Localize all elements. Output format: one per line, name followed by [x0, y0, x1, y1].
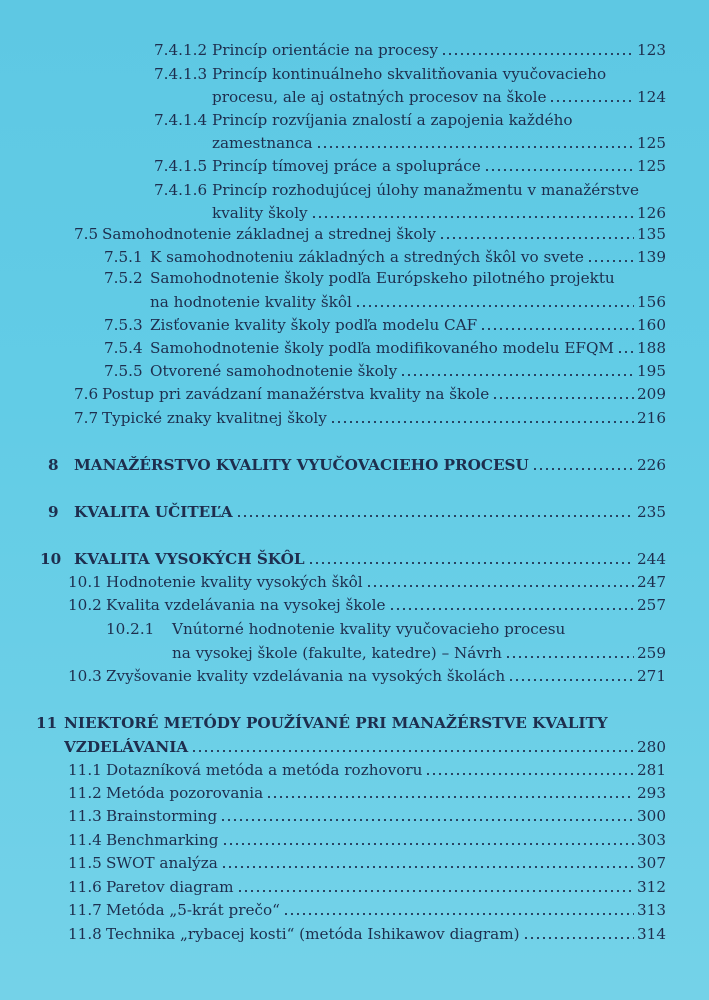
- dot-leader: [532, 455, 634, 471]
- toc-entry[interactable]: [0, 595, 709, 615]
- chapter-number: 9: [48, 503, 59, 521]
- chapter-title-continued: VZDELÁVANIA: [64, 738, 189, 756]
- toc-entry[interactable]: [0, 224, 709, 244]
- dot-leader: [505, 643, 634, 659]
- dot-leader: [311, 203, 634, 219]
- entry-title: Samohodnotenie školy podľa modifikovaného modelu EFQM: [150, 339, 614, 357]
- entry-number: 7.5: [74, 225, 99, 243]
- entry-leader-line: [102, 384, 666, 404]
- entry-title: Zisťovanie kvality školy podľa modelu CAF: [150, 316, 478, 334]
- toc-entry[interactable]: [0, 110, 709, 154]
- toc-entry[interactable]: [0, 180, 709, 224]
- toc-entry[interactable]: [0, 64, 709, 108]
- dot-leader: [237, 877, 634, 893]
- toc-entry[interactable]: [0, 315, 709, 335]
- entry-title: Samohodnotenie základnej a strednej školy: [102, 225, 436, 243]
- toc-entry[interactable]: [0, 156, 709, 176]
- page-number: 160: [637, 316, 666, 334]
- entry-title: Brainstorming: [106, 807, 218, 825]
- page-number: 188: [637, 339, 666, 357]
- page-number: 300: [637, 807, 666, 825]
- entry-title: Benchmarking: [106, 831, 219, 849]
- entry-number: 10.1: [68, 573, 102, 591]
- dot-leader: [221, 853, 634, 869]
- toc-entry[interactable]: [0, 40, 709, 60]
- entry-title: Princíp rozvíjania znalostí a zapojenia každého: [212, 111, 573, 129]
- page-number: 293: [637, 784, 666, 802]
- entry-title: Princíp tímovej práce a spolupráce: [212, 157, 481, 175]
- entry-number: 7.5.2: [104, 269, 143, 287]
- entry-leader-line: [106, 830, 666, 850]
- entry-leader-line: [212, 133, 666, 153]
- entry-leader-line: [106, 877, 666, 897]
- entry-number: 11.8: [68, 925, 102, 943]
- dot-leader: [508, 666, 634, 682]
- page-number: 125: [637, 157, 666, 175]
- toc-entry[interactable]: [0, 338, 709, 358]
- entry-leader-line: [212, 87, 666, 107]
- page-number: 271: [637, 667, 666, 685]
- chapter-title: KVALITA VYSOKÝCH ŠKÔL: [74, 550, 305, 568]
- page-number: 126: [637, 204, 666, 222]
- page-number: 280: [637, 738, 666, 756]
- page-number: 257: [637, 596, 666, 614]
- page-number: 124: [637, 88, 666, 106]
- page-number: 125: [637, 134, 666, 152]
- toc-entry[interactable]: [0, 924, 709, 944]
- entry-leader-line: [106, 572, 666, 592]
- toc-entry[interactable]: [0, 572, 709, 592]
- toc-entry[interactable]: [0, 783, 709, 803]
- entry-title-continued: kvality školy: [212, 204, 308, 222]
- toc-entry[interactable]: [0, 408, 709, 428]
- page-number: 235: [637, 503, 666, 521]
- page-number: 123: [637, 41, 666, 59]
- page-number: 244: [637, 550, 666, 568]
- toc-entry[interactable]: [0, 361, 709, 381]
- toc-entry[interactable]: [0, 806, 709, 826]
- page-number: 303: [637, 831, 666, 849]
- toc-entry[interactable]: [0, 619, 709, 663]
- entry-title: Vnútorné hodnotenie kvality vyučovacieho procesu: [172, 620, 566, 638]
- entry-number: 11.1: [68, 761, 102, 779]
- entry-leader-line: [212, 40, 666, 60]
- entry-number: 11.2: [68, 784, 102, 802]
- page-number: 307: [637, 854, 666, 872]
- toc-chapter-entry[interactable]: [0, 713, 709, 757]
- entry-number: 7.5.3: [104, 316, 143, 334]
- dot-leader: [222, 830, 635, 846]
- entry-leader-line: [106, 853, 666, 873]
- entry-title: Dotazníková metóda a metóda rozhovoru: [106, 761, 423, 779]
- entry-number: 11.7: [68, 901, 102, 919]
- entry-number: 7.4.1.5: [154, 157, 208, 175]
- entry-title: Postup pri zavádzaní manažérstva kvality na škole: [102, 385, 490, 403]
- dot-leader: [617, 338, 634, 354]
- entry-leader-line: [150, 247, 666, 267]
- dot-leader: [283, 900, 634, 916]
- entry-title-continued: procesu, ale aj ostatných procesov na škole: [212, 88, 547, 106]
- entry-leader-line: [106, 900, 666, 920]
- toc-entry[interactable]: [0, 268, 709, 312]
- dot-leader: [400, 361, 634, 377]
- entry-leader-line: [74, 502, 666, 522]
- toc-entry[interactable]: [0, 900, 709, 920]
- page-number: 135: [637, 225, 666, 243]
- entry-number: 7.5.5: [104, 362, 143, 380]
- entry-number: 7.4.1.2: [154, 41, 208, 59]
- entry-title: Zvyšovanie kvality vzdelávania na vysokých školách: [106, 667, 506, 685]
- entry-number: 7.4.1.4: [154, 111, 208, 129]
- page-number: 195: [637, 362, 666, 380]
- entry-title: K samohodnoteniu základných a stredných škôl vo svete: [150, 248, 584, 266]
- toc-entry[interactable]: [0, 830, 709, 850]
- entry-title: SWOT analýza: [106, 854, 218, 872]
- page-number: 281: [637, 761, 666, 779]
- entry-number: 11.3: [68, 807, 102, 825]
- page-number: 209: [637, 385, 666, 403]
- entry-title: Princíp kontinuálneho skvalitňovania vyučovacieho: [212, 65, 607, 83]
- entry-leader-line: [106, 666, 666, 686]
- dot-leader: [389, 595, 634, 611]
- entry-leader-line: [150, 361, 666, 381]
- toc-entry[interactable]: [0, 853, 709, 873]
- entry-title-continued: na hodnotenie kvality škôl: [150, 293, 352, 311]
- entry-leader-line: [102, 408, 666, 428]
- page-number: 313: [637, 901, 666, 919]
- entry-leader-line: [172, 643, 666, 663]
- toc-entry[interactable]: [0, 877, 709, 897]
- dot-leader: [439, 224, 634, 240]
- entry-number: 10.2.1: [106, 620, 155, 638]
- page-number: 156: [637, 293, 666, 311]
- entry-number: 7.4.1.3: [154, 65, 208, 83]
- dot-leader: [330, 408, 634, 424]
- entry-number: 11.5: [68, 854, 102, 872]
- entry-title-continued: na vysokej škole (fakulte, katedre) – Návrh: [172, 644, 502, 662]
- chapter-title: MANAŽÉRSTVO KVALITY VYUČOVACIEHO PROCESU: [74, 456, 529, 474]
- page-number: 259: [637, 644, 666, 662]
- chapter-number: 8: [48, 456, 59, 474]
- entry-title: Princíp rozhodujúcej úlohy manažmentu v manažérstve: [212, 181, 639, 199]
- entry-title-continued: zamestnanca: [212, 134, 313, 152]
- entry-title: Metóda pozorovania: [106, 784, 264, 802]
- chapter-number: 10: [40, 550, 62, 568]
- toc-chapter-entry[interactable]: [0, 502, 709, 522]
- page-number: 247: [637, 573, 666, 591]
- dot-leader: [492, 384, 634, 400]
- dot-leader: [425, 760, 634, 776]
- entry-leader-line: [64, 737, 666, 757]
- toc-chapter-entry[interactable]: [0, 549, 709, 569]
- entry-title: Samohodnotenie školy podľa Európskeho pilotného projektu: [150, 269, 615, 287]
- dot-leader: [355, 292, 634, 308]
- entry-title: Kvalita vzdelávania na vysokej škole: [106, 596, 386, 614]
- dot-leader: [308, 549, 635, 565]
- dot-leader: [236, 502, 634, 518]
- entry-number: 7.5.1: [104, 248, 143, 266]
- dot-leader: [220, 806, 634, 822]
- dot-leader: [191, 737, 634, 753]
- dot-leader: [484, 156, 634, 172]
- page-number: 314: [637, 925, 666, 943]
- chapter-number: 11: [36, 714, 58, 732]
- entry-number: 10.2: [68, 596, 102, 614]
- dot-leader: [480, 315, 634, 331]
- entry-number: 10.3: [68, 667, 102, 685]
- toc-entry[interactable]: [0, 760, 709, 780]
- entry-number: 7.5.4: [104, 339, 143, 357]
- dot-leader: [523, 924, 634, 940]
- chapter-title: KVALITA UČITEĽA: [74, 503, 233, 521]
- entry-title: Technika „rybacej kosti“ (metóda Ishikawov diagram): [106, 925, 520, 943]
- dot-leader: [316, 133, 634, 149]
- entry-leader-line: [106, 924, 666, 944]
- entry-number: 11.6: [68, 878, 102, 896]
- page-number: 226: [637, 456, 666, 474]
- entry-title: Hodnotenie kvality vysokých škôl: [106, 573, 363, 591]
- toc-entry[interactable]: [0, 666, 709, 686]
- page-number: 139: [637, 248, 666, 266]
- entry-leader-line: [212, 156, 666, 176]
- entry-leader-line: [74, 549, 666, 569]
- entry-number: 7.4.1.6: [154, 181, 208, 199]
- entry-title: Metóda „5-krát prečo“: [106, 901, 280, 919]
- dot-leader: [549, 87, 634, 103]
- page-number: 312: [637, 878, 666, 896]
- entry-title: Princíp orientácie na procesy: [212, 41, 439, 59]
- entry-number: 11.4: [68, 831, 102, 849]
- entry-leader-line: [150, 338, 666, 358]
- dot-leader: [441, 40, 634, 56]
- entry-leader-line: [102, 224, 666, 244]
- chapter-title: NIEKTORÉ METÓDY POUŽÍVANÉ PRI MANAŽÉRSTVE KVALITY: [64, 714, 608, 732]
- entry-leader-line: [150, 292, 666, 312]
- entry-leader-line: [106, 595, 666, 615]
- entry-number: 7.7: [74, 409, 99, 427]
- entry-leader-line: [74, 455, 666, 475]
- page-number: 216: [637, 409, 666, 427]
- dot-leader: [266, 783, 634, 799]
- entry-leader-line: [106, 783, 666, 803]
- entry-leader-line: [106, 806, 666, 826]
- entry-title: Paretov diagram: [106, 878, 234, 896]
- toc-entry[interactable]: [0, 247, 709, 267]
- toc-entry[interactable]: [0, 384, 709, 404]
- entry-number: 7.6: [74, 385, 99, 403]
- entry-title: Otvorené samohodnotenie školy: [150, 362, 398, 380]
- dot-leader: [366, 572, 634, 588]
- entry-leader-line: [212, 203, 666, 223]
- toc-chapter-entry[interactable]: [0, 455, 709, 475]
- entry-title: Typické znaky kvalitnej školy: [102, 409, 327, 427]
- dot-leader: [587, 247, 634, 263]
- entry-leader-line: [106, 760, 666, 780]
- entry-leader-line: [150, 315, 666, 335]
